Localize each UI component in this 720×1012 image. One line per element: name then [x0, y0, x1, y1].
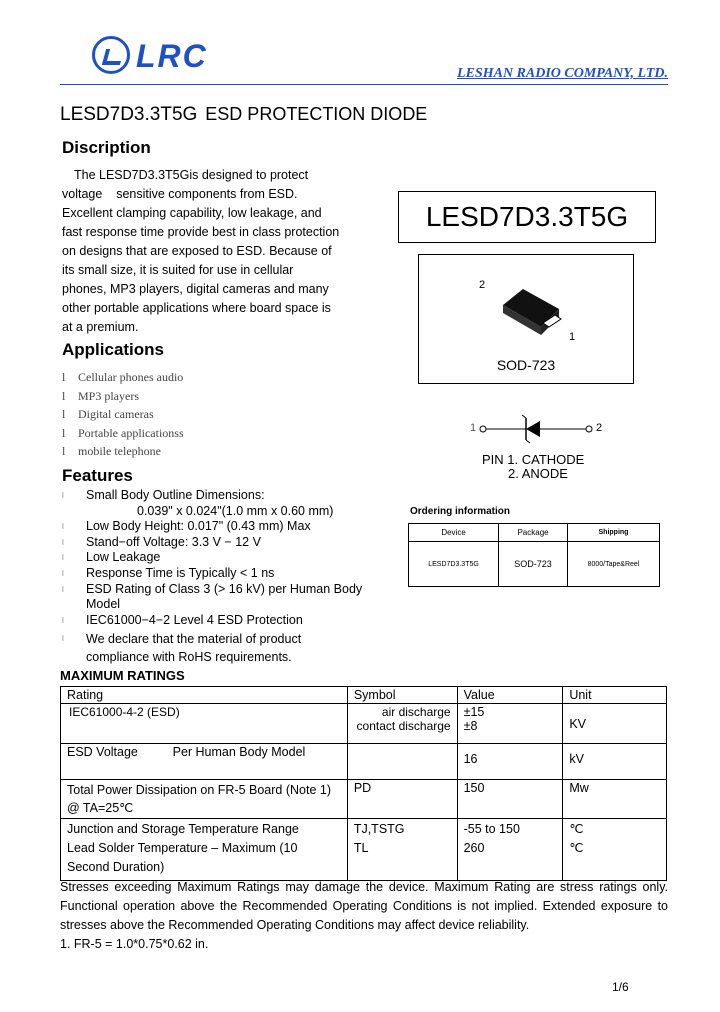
schematic-pin-right: 2 — [596, 422, 603, 434]
table-cell: ESD Voltage Per Human Body Model — [61, 744, 348, 780]
list-item — [62, 582, 392, 613]
table-cell: SOD-723 — [499, 542, 568, 587]
diode-symbol-icon — [478, 414, 594, 444]
schematic-label-cathode: PIN 1. CATHODE — [482, 452, 585, 467]
package-box — [418, 254, 634, 384]
bullet-icon: l — [62, 537, 64, 547]
desc-line: other portable applications where board space is — [62, 301, 331, 315]
list-item — [62, 424, 184, 443]
schematic-label-anode: 2. ANODE — [508, 466, 568, 481]
company-logo — [92, 36, 222, 80]
desc-line: its small size, it is suited for use in cellular — [62, 263, 294, 277]
list-item — [62, 442, 184, 461]
desc-line: Excellent clamping capability, low leakage, and — [62, 206, 322, 220]
table-cell: -55 to 150 260 — [457, 819, 563, 881]
list-item — [62, 387, 184, 406]
desc-line: fast response time provide best in class protection — [62, 225, 340, 239]
table-header-cell: Shipping — [567, 524, 659, 542]
table-cell: 150 — [457, 780, 563, 819]
bullet-icon: l — [62, 522, 64, 532]
package-pin1-label: 1 — [569, 331, 576, 343]
bullet-icon: l — [62, 491, 64, 500]
bullet-icon: l — [62, 615, 64, 625]
bullet-icon: l — [62, 568, 64, 578]
table-header-cell: Value — [457, 687, 563, 704]
table-cell: Total Power Dissipation on FR-5 Board (Note 1) @ TA=25℃ — [61, 780, 348, 819]
bullet-icon: l — [62, 584, 64, 594]
table-cell: ±15 ±8 — [457, 704, 563, 744]
table-cell: air discharge contact discharge — [347, 704, 457, 744]
list-item-label: Response Time is Typically < 1 ns — [86, 565, 275, 580]
table-row — [61, 819, 667, 881]
title-subtitle: ESD PROTECTION DIODE — [205, 104, 428, 124]
table-header-row — [409, 524, 660, 542]
part-number-box: LESD7D3.3T5G — [398, 191, 656, 243]
table-cell: kV — [563, 744, 667, 780]
table-header-cell: Package — [499, 524, 568, 542]
notes-text: Stresses exceeding Maximum Ratings may damage the device. Maximum Rating are stress ratings only. Functional operation above the Recommended Operating Conditions is not implied. Extended exposure to stresses above the Recommended Operating Conditions may affect device reliability. — [60, 880, 668, 932]
list-item-cont: compliance with RoHS requirements. — [86, 650, 292, 665]
max-ratings-heading: MAXIMUM RATINGS — [60, 668, 185, 683]
list-item-label: MP3 players — [78, 388, 139, 403]
applications-heading: Applications — [62, 340, 165, 359]
list-item-label: Portable applicationss — [78, 425, 184, 440]
table-cell: KV — [563, 704, 667, 744]
desc-line: on designs that are exposed to ESD. Because of — [62, 244, 332, 258]
bullet-icon: l — [62, 388, 66, 403]
bullet-icon: l — [62, 425, 66, 440]
list-item — [62, 488, 392, 519]
list-item-label: We declare that the material of product — [86, 632, 302, 647]
table-header-row — [61, 687, 667, 704]
list-item-label: mobile telephone — [78, 444, 161, 459]
desc-line: voltage sensitive components from ESD. — [62, 187, 298, 201]
bullet-icon: l — [62, 370, 66, 384]
table-cell: IEC61000-4-2 (ESD) — [61, 704, 348, 744]
table-cell: Junction and Storage Temperature Range Lead Solder Temperature – Maximum (10 Second Duration) — [61, 819, 348, 881]
table-cell: ℃ ℃ — [563, 819, 667, 881]
list-item — [62, 368, 184, 387]
features-list — [62, 488, 392, 666]
table-cell: Mw — [563, 780, 667, 819]
page-number: 1/6 — [612, 980, 629, 994]
title-part: LESD7D3.3T5G — [60, 104, 198, 125]
ordering-table — [408, 523, 660, 587]
table-cell — [347, 744, 457, 780]
desc-line: at a premium. — [62, 320, 139, 334]
desc-line: phones, MP3 players, digital cameras and many — [62, 282, 329, 296]
table-header-cell: Unit — [563, 687, 667, 704]
bullet-icon: l — [62, 553, 64, 563]
note-1: 1. FR-5 = 1.0*0.75*0.62 in. — [60, 937, 209, 951]
ordering-heading: Ordering information — [410, 506, 510, 517]
table-cell: PD — [347, 780, 457, 819]
package-name: SOD-723 — [496, 357, 556, 373]
list-item — [62, 550, 392, 566]
table-cell: TJ,TSTG TL — [347, 819, 457, 881]
list-item-label: Small Body Outline Dimensions: — [86, 488, 265, 502]
desc-line: The LESD7D3.3T5Gis designed to protect — [74, 168, 309, 182]
logo-icon — [92, 36, 130, 74]
list-item — [62, 535, 392, 551]
page-title — [60, 104, 427, 126]
schematic-pin-left: 1 — [470, 422, 477, 434]
bullet-icon: l — [62, 444, 66, 459]
table-row — [61, 744, 667, 780]
list-item-label: ESD Rating of Class 3 (> 16 kV) per Human Body — [86, 581, 363, 596]
bullet-icon: l — [62, 634, 64, 644]
list-item — [62, 405, 184, 424]
description-heading: Discription — [62, 138, 151, 157]
header-divider — [60, 84, 668, 85]
table-header-cell: Device — [409, 524, 499, 542]
package-chip-icon — [493, 285, 569, 337]
list-item — [62, 519, 392, 535]
bullet-icon: l — [62, 407, 66, 422]
list-item-cont: Model — [86, 597, 121, 612]
table-row — [61, 780, 667, 819]
list-item-label: Digital cameras — [78, 407, 154, 422]
description-text — [62, 166, 344, 337]
features-heading: Features — [62, 466, 133, 485]
list-item-cont: 0.039" x 0.024"(1.0 mm x 0.60 mm) — [137, 503, 334, 518]
max-ratings-table — [60, 686, 667, 881]
applications-list — [62, 368, 184, 461]
table-cell: 16 — [457, 744, 563, 780]
table-cell: LESD7D3.3T5G — [409, 542, 499, 587]
list-item — [62, 566, 392, 582]
table-row — [61, 704, 667, 744]
table-row — [409, 542, 660, 587]
logo-text: LRC — [136, 38, 208, 74]
list-item — [62, 630, 392, 666]
list-item-label: Cellular phones audio — [78, 370, 184, 384]
stress-notes — [60, 878, 668, 954]
list-item-label: Stand−off Voltage: 3.3 V − 12 V — [86, 534, 261, 549]
package-pin2-label: 2 — [479, 279, 486, 291]
list-item-label: IEC61000−4−2 Level 4 ESD Protection — [86, 612, 303, 627]
list-item — [62, 613, 392, 629]
list-item-label: Low Body Height: 0.017" (0.43 mm) Max — [86, 519, 311, 534]
list-item-label: Low Leakage — [86, 550, 161, 565]
table-cell: 8000/Tape&Reel — [567, 542, 659, 587]
company-name: LESHAN RADIO COMPANY, LTD. — [457, 66, 668, 81]
table-header-cell: Rating — [61, 687, 348, 704]
table-header-cell: Symbol — [347, 687, 457, 704]
